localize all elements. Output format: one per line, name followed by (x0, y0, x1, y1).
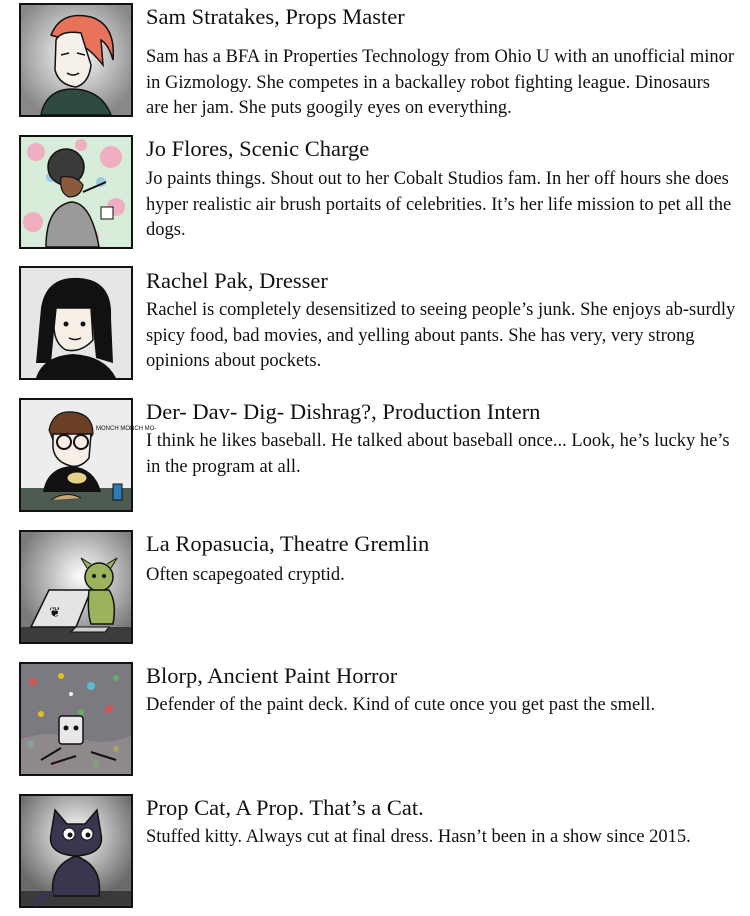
crew-name: Blorp, Ancient Paint Horror (146, 663, 398, 688)
blorp-portrait (19, 662, 133, 776)
crew-bio: Sam has a BFA in Properties Technology from Ohio U with an unofficial minor in Gizmology. She competes in a backalley robot fighting league. Dinosaurs are her jam. She puts googily eyes on everything. (146, 47, 735, 118)
crew-bio: Stuffed kitty. Always cut at final dress. Hasn’t been in a show since 2015. (146, 827, 691, 847)
crew-name: Prop Cat, A Prop. That’s a Cat. (146, 795, 424, 820)
crew-bio: Rachel is completely desensitized to seeing people’s junk. She enjoys ab-surdly spicy food, bad movies, and yelling about pants. She has very, very strong opinions about pockets. (146, 300, 736, 371)
crew-bio: I think he likes baseball. He talked about baseball once... Look, he’s lucky he’s in the program at all. (146, 431, 730, 477)
crew-bio: Defender of the paint deck. Kind of cute once you get past the smell. (146, 695, 656, 715)
crew-name: Der- Dav- Dig- Dishrag?, Production Intern (146, 399, 541, 424)
munch-sound-effect: MONCH MONCH MO- (96, 426, 157, 432)
crew-bio: Jo paints things. Shout out to her Cobalt Studios fam. In her off hours she does hyper realistic air brush portaits of celebrities. It’s her life mission to pet all the dogs. (146, 169, 732, 240)
svg-text:❦: ❦ (49, 605, 61, 621)
jo-portrait (19, 135, 133, 249)
crew-name: La Ropasucia, Theatre Gremlin (146, 531, 430, 556)
crew-name: Rachel Pak, Dresser (146, 268, 328, 293)
gremlin-portrait (19, 530, 133, 644)
crew-name: Sam Stratakes, Props Master (146, 4, 405, 29)
intern-portrait (19, 398, 157, 512)
rachel-portrait (19, 266, 133, 380)
sam-portrait (19, 3, 133, 117)
prop-cat-portrait (19, 794, 133, 908)
crew-bio: Often scapegoated cryptid. (146, 565, 345, 585)
crew-name: Jo Flores, Scenic Charge (146, 136, 370, 161)
